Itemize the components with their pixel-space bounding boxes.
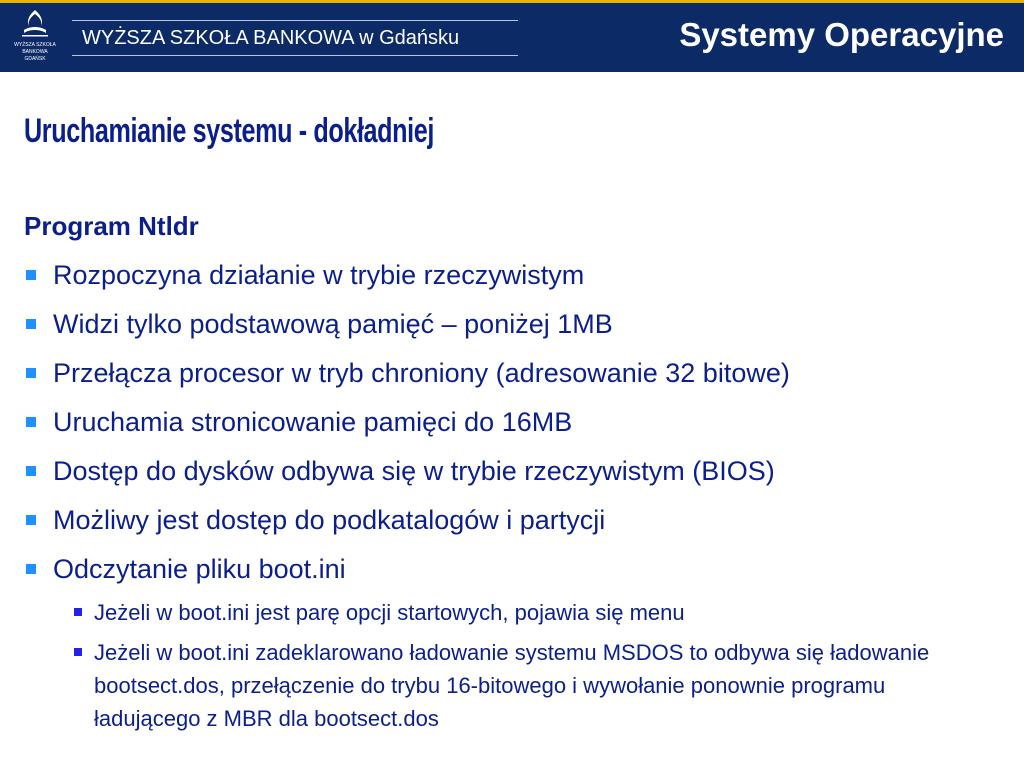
logo-line-1: WYŻSZA SZKOŁA: [14, 42, 56, 48]
bullet-square-icon: [26, 466, 36, 476]
sub-bullet-square-icon: [74, 608, 82, 616]
sub-bullet-text: Jeżeli w boot.ini zadeklarowano ładowanie systemu MSDOS to odbywa się ładowanie bootsect.dos, przełączenie do trybu 16-bitowego i wywołanie ponownie programu ładującego z MBR dla bootsect.dos: [94, 640, 930, 731]
school-name-box: [72, 20, 518, 56]
list-item: [0, 545, 1024, 594]
logo-emblem-icon: [18, 8, 52, 38]
course-title: Systemy Operacyjne: [679, 16, 1004, 53]
header-bar: [0, 0, 1024, 72]
header-accent-line: [0, 0, 1024, 3]
sub-list-item: [0, 636, 1024, 735]
bullet-square-icon: [26, 515, 36, 525]
section-title: Program Ntldr: [24, 211, 199, 241]
bullet-square-icon: [26, 564, 36, 574]
bullet-square-icon: [26, 319, 36, 329]
slide-title: Uruchamianie systemu - dokładniej: [24, 112, 435, 150]
bullet-text: Odczytanie pliku boot.ini: [53, 554, 346, 584]
school-rule-top: [72, 20, 518, 21]
school-logo: [12, 8, 58, 68]
bullet-square-icon: [26, 417, 36, 427]
bullet-text: Dostęp do dysków odbywa się w trybie rzeczywistym (BIOS): [53, 456, 775, 486]
list-item: [0, 447, 1024, 496]
school-rule-bottom: [72, 55, 518, 56]
bullet-text: Przełącza procesor w tryb chroniony (adresowanie 32 bitowe): [53, 358, 790, 388]
bullet-text: Możliwy jest dostęp do podkatalogów i partycji: [53, 505, 606, 535]
sub-bullet-list: [0, 596, 1024, 742]
school-name: WYŻSZA SZKOŁA BANKOWA w Gdańsku: [82, 27, 460, 49]
logo-line-3: GDAŃSK: [24, 56, 46, 62]
sub-list-item: [0, 596, 1024, 629]
bullet-list: [0, 251, 1024, 594]
bullet-square-icon: [26, 270, 36, 280]
list-item: [0, 349, 1024, 398]
bullet-text: Widzi tylko podstawową pamięć – poniżej 1MB: [53, 309, 613, 339]
list-item: [0, 398, 1024, 447]
logo-line-2: BANKOWA: [22, 49, 48, 55]
list-item: [0, 496, 1024, 545]
list-item: [0, 300, 1024, 349]
bullet-text: Uruchamia stronicowanie pamięci do 16MB: [53, 407, 573, 437]
sub-bullet-square-icon: [74, 648, 82, 656]
bullet-square-icon: [26, 368, 36, 378]
list-item: [0, 251, 1024, 300]
sub-bullet-text: Jeżeli w boot.ini jest parę opcji startowych, pojawia się menu: [94, 600, 685, 625]
bullet-text: Rozpoczyna działanie w trybie rzeczywistym: [53, 260, 585, 290]
